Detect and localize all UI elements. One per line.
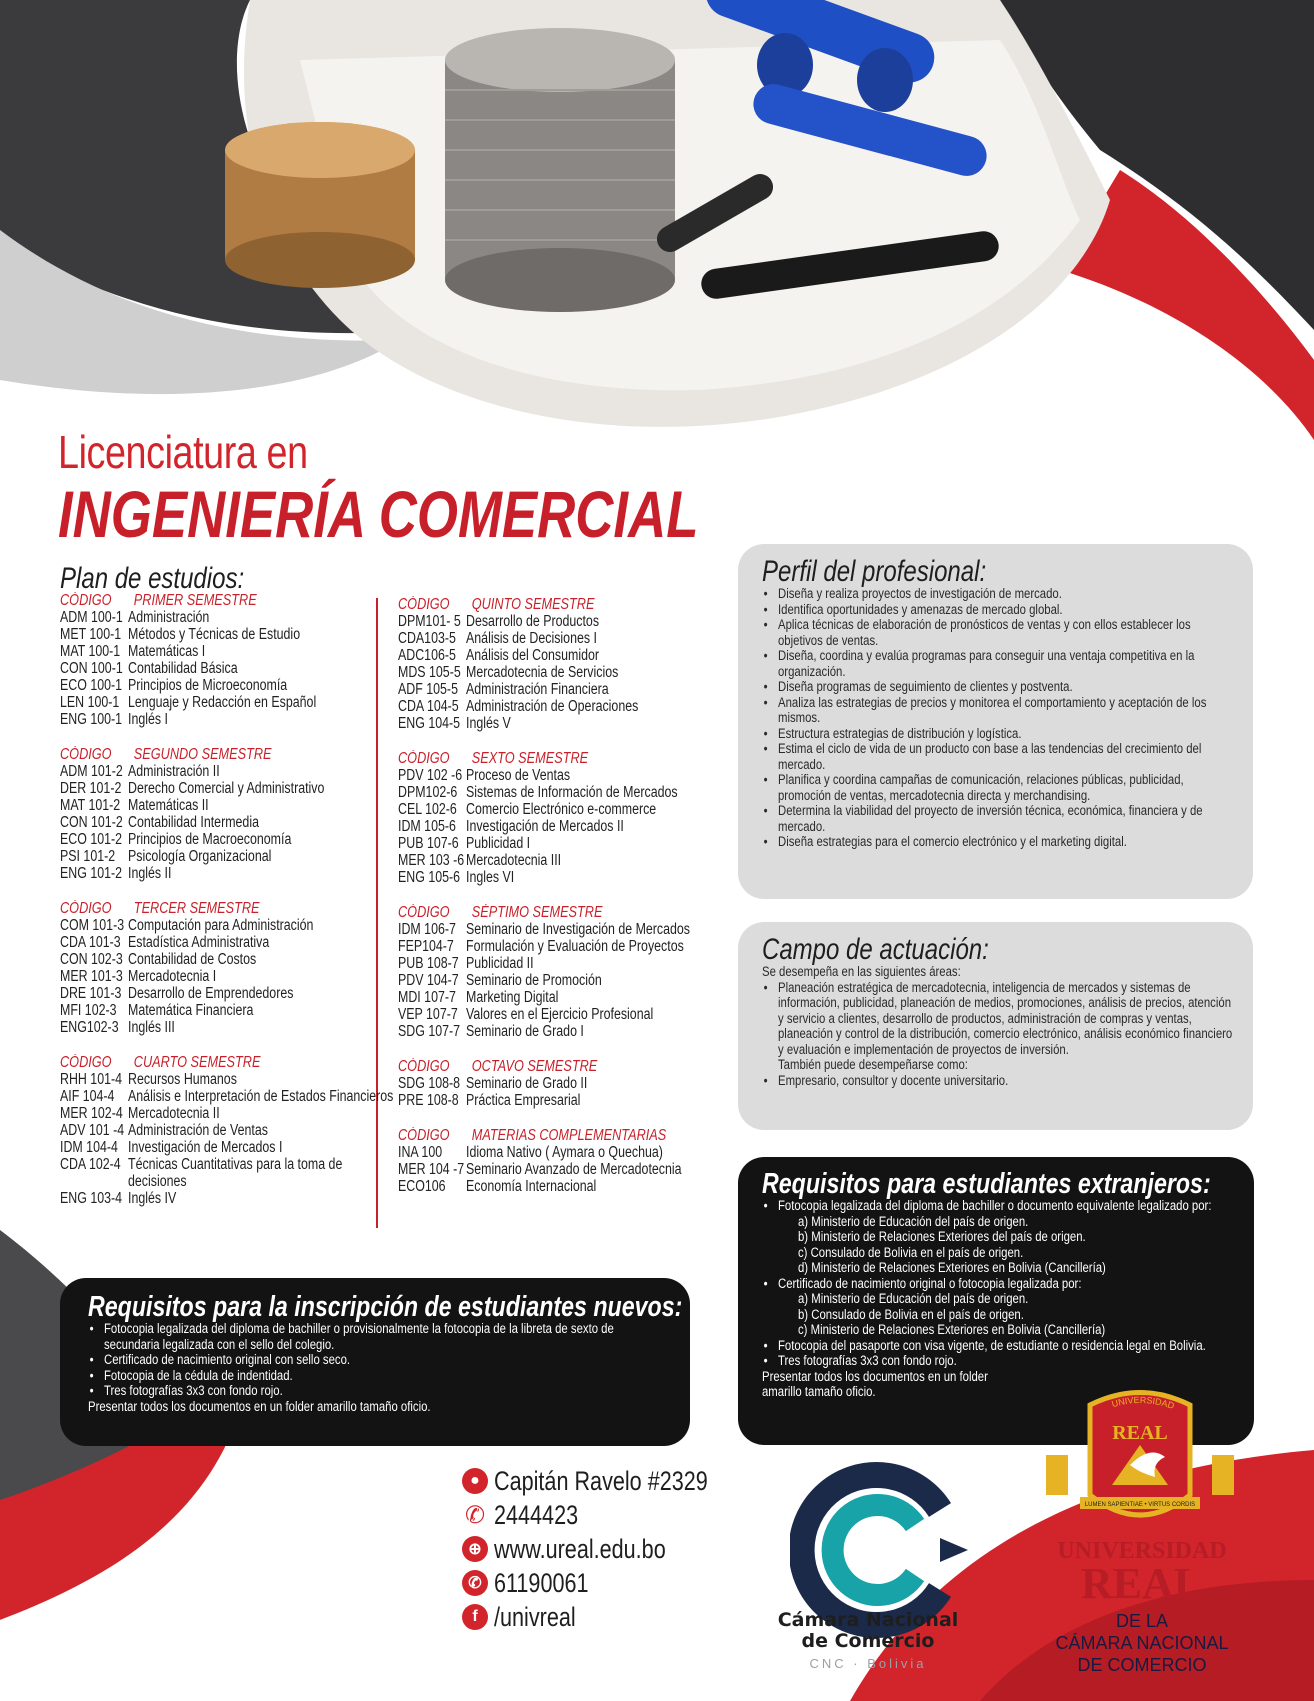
semester-name: OCTAVO SEMESTRE <box>471 1058 598 1075</box>
course-code: ECO 101-2 <box>60 831 123 848</box>
course-name: Matemáticas II <box>128 797 209 814</box>
course-code: ADM 101-2 <box>60 763 123 780</box>
semester-name: SEGUNDO SEMESTRE <box>133 746 272 763</box>
course-code: CDA 104-5 <box>398 698 459 715</box>
course-row <box>60 626 396 643</box>
course-row <box>60 609 396 626</box>
course-code: CEL 102-6 <box>398 801 457 818</box>
course-row <box>60 865 396 882</box>
course-code: ENG 101-2 <box>60 865 123 882</box>
course-row <box>60 985 396 1002</box>
semester-header <box>60 1054 331 1071</box>
nuevos-footer: Presentar todos los documentos en un folder amarillo tamaño oficio. <box>88 1398 431 1415</box>
course-name: Economía Internacional <box>466 1178 597 1195</box>
course-code: LEN 100-1 <box>60 694 120 711</box>
course-name: Mercadotecnia III <box>466 852 562 869</box>
course-row <box>60 797 396 814</box>
course-code: IDM 106-7 <box>398 921 456 938</box>
course-code: CDA103-5 <box>398 630 456 647</box>
course-name: Mercadotecnia I <box>128 968 217 985</box>
course-name: Seminario de Investigación de Mercados <box>466 921 691 938</box>
course-code: ECO 100-1 <box>60 677 123 694</box>
semester-header <box>60 900 331 917</box>
course-code: DPM101- 5 <box>398 613 461 630</box>
course-row <box>60 1002 396 1019</box>
semester-block <box>60 592 390 728</box>
course-name: Práctica Empresarial <box>466 1092 581 1109</box>
whatsapp-icon: ✆ <box>462 1570 488 1596</box>
course-name: Métodos y Técnicas de Estudio <box>128 626 301 643</box>
course-row <box>398 698 734 715</box>
course-code: DER 101-2 <box>60 780 122 797</box>
course-row <box>60 917 396 934</box>
code-column-label: CÓDIGO <box>398 750 450 767</box>
perfil-item: • Estructura estrategias de distribución y logística. <box>762 727 1234 743</box>
course-name: Derecho Comercial y Administrativo <box>128 780 325 797</box>
semester-header <box>398 1058 669 1075</box>
semester-header <box>398 1127 669 1144</box>
course-code: MDI 107-7 <box>398 989 456 1006</box>
ureal-name-1: UNIVERSIDAD <box>1057 1538 1227 1564</box>
course-code: CON 101-2 <box>60 814 123 831</box>
course-name: Investigación de Mercados I <box>128 1139 283 1156</box>
course-name: Inglés II <box>128 865 172 882</box>
course-row <box>60 1088 396 1105</box>
nuevos-list <box>88 1322 662 1400</box>
course-code: AIF 104-4 <box>60 1088 115 1105</box>
course-code: PSI 101-2 <box>60 848 116 865</box>
course-row <box>398 1161 734 1178</box>
course-name: Administración <box>128 609 210 626</box>
semester-block <box>398 1058 728 1109</box>
code-column-label: CÓDIGO <box>398 904 450 921</box>
course-name: Inglés III <box>128 1019 175 1036</box>
course-row <box>60 711 396 728</box>
phone-icon: ✆ <box>464 1501 486 1529</box>
course-code: SDG 108-8 <box>398 1075 461 1092</box>
course-code: PRE 108-8 <box>398 1092 459 1109</box>
code-column-label: CÓDIGO <box>398 596 450 613</box>
globe-icon: ⊕ <box>462 1536 488 1562</box>
svg-text:LUMEN SAPIENTIAE • VIRTUS CORD: LUMEN SAPIENTIAE • VIRTUS CORDIS <box>1084 1502 1196 1508</box>
location-pin-icon: ● <box>462 1468 488 1494</box>
campo-box <box>738 922 1253 1130</box>
course-name: Principios de Microeconomía <box>128 677 288 694</box>
course-row <box>398 647 734 664</box>
ext-subitem: d) Ministerio de Relaciones Exteriores en Bolivia (Cancillería) <box>798 1260 1106 1276</box>
ext-subitem: c) Consulado de Bolivia en el país de origen. <box>798 1244 1024 1261</box>
course-row <box>398 921 734 938</box>
course-code: MER 104 -7 <box>398 1161 465 1178</box>
course-code: FEP104-7 <box>398 938 454 955</box>
code-column-label: CÓDIGO <box>398 1058 450 1075</box>
course-row <box>60 1156 396 1190</box>
perfil-item: • Planifica y coordina campañas de comunicación, relaciones públicas, publicidad, promoción de ventas, mercadotecnia directa y merchandising. <box>762 773 1234 804</box>
perfil-item: • Identifica oportunidades y amenazas de mercado global. <box>762 603 1234 619</box>
perfil-box <box>738 544 1253 899</box>
code-column-label: CÓDIGO <box>60 746 112 763</box>
facebook-icon: f <box>462 1604 488 1630</box>
course-name: Ingles VI <box>466 869 515 886</box>
course-code: PUB 107-6 <box>398 835 459 852</box>
code-column-label: CÓDIGO <box>60 900 112 917</box>
course-code: ENG 104-5 <box>398 715 461 732</box>
contact-whatsapp[interactable]: ✆ 61190061 <box>462 1566 761 1600</box>
course-row <box>398 664 734 681</box>
ext-item: • Tres fotografías 3x3 con fondo rojo. <box>762 1354 1234 1370</box>
course-code: MET 100-1 <box>60 626 122 643</box>
plan-column-2 <box>398 596 728 1213</box>
extranjeros-list <box>762 1199 1230 1401</box>
ureal-name-2: REAL <box>1080 1559 1204 1608</box>
extranjeros-heading: Requisitos para estudiantes extranjeros: <box>762 1168 1211 1200</box>
course-row <box>398 955 734 972</box>
plan-heading: Plan de estudios: <box>60 562 245 595</box>
course-code: ENG102-3 <box>60 1019 119 1036</box>
course-name: Seminario de Promoción <box>466 972 602 989</box>
course-row <box>60 763 396 780</box>
contact-facebook[interactable]: f /univreal <box>462 1600 761 1634</box>
course-row <box>60 934 396 951</box>
nuevos-item: • Certificado de nacimiento original con sello seco. <box>88 1353 648 1369</box>
course-name: Principios de Macroeconomía <box>128 831 292 848</box>
course-row <box>398 1144 734 1161</box>
perfil-item: • Diseña estrategias para el comercio electrónico y el marketing digital. <box>762 835 1234 851</box>
course-row <box>398 938 734 955</box>
contact-phone[interactable]: ✆ 2444423 <box>462 1498 761 1532</box>
ext-subitem: b) Consulado de Bolivia en el país de origen. <box>798 1306 1024 1323</box>
course-code: ENG 105-6 <box>398 869 461 886</box>
course-row <box>398 835 734 852</box>
cnc-subtitle: CNC · Bolivia <box>809 1656 927 1671</box>
course-code: IDM 104-4 <box>60 1139 118 1156</box>
course-row <box>60 1071 396 1088</box>
ext-footer: Presentar todos los documentos en un folder <box>762 1368 988 1385</box>
ext-footer: amarillo tamaño oficio. <box>762 1384 876 1400</box>
course-code: INA 100 <box>398 1144 443 1161</box>
course-row <box>60 1122 396 1139</box>
course-row <box>60 694 396 711</box>
course-code: IDM 105-6 <box>398 818 456 835</box>
course-row <box>398 1092 734 1109</box>
course-name: Matemática Financiera <box>128 1002 254 1019</box>
course-code: DPM102-6 <box>398 784 458 801</box>
course-name: Comercio Electrónico e-commerce <box>466 801 657 818</box>
course-name: Análisis del Consumidor <box>466 647 600 664</box>
course-row <box>60 643 396 660</box>
code-column-label: CÓDIGO <box>60 592 112 609</box>
nuevos-heading: Requisitos para la inscripción de estudiantes nuevos: <box>88 1291 683 1323</box>
semester-header <box>60 746 331 763</box>
course-code: ECO106 <box>398 1178 446 1195</box>
perfil-item: • Determina la viabilidad del proyecto de inversión técnica, económica, financiera y de mercado. <box>762 804 1234 835</box>
ext-item: • Certificado de nacimiento original o fotocopia legalizada por: <box>762 1277 1234 1293</box>
course-name: Mercadotecnia de Servicios <box>466 664 619 681</box>
course-code: CON 102-3 <box>60 951 123 968</box>
course-row <box>398 801 734 818</box>
course-code: ADC106-5 <box>398 647 456 664</box>
contact-list <box>462 1464 761 1634</box>
perfil-item: • Aplica técnicas de elaboración de pronósticos de ventas y con ellos establecer los objetivos de ventas. <box>762 618 1234 649</box>
course-row <box>60 1019 396 1036</box>
code-column-label: CÓDIGO <box>398 1127 450 1144</box>
course-name: Desarrollo de Emprendedores <box>128 985 294 1002</box>
perfil-item: • Estima el ciclo de vida de un producto con base a las tendencias del crecimiento del mercado. <box>762 742 1234 773</box>
semester-header <box>398 750 669 767</box>
course-name: Administración de Ventas <box>128 1122 268 1139</box>
course-code: ADF 105-5 <box>398 681 458 698</box>
perfil-item: • Diseña, coordina y evalúa programas para conseguir una ventaja competitiva en la organización. <box>762 649 1234 680</box>
coin-stack-left <box>225 122 415 288</box>
course-name: Computación para Administración <box>128 917 314 934</box>
course-name: Mercadotecnia II <box>128 1105 220 1122</box>
title-program: INGENIERÍA COMERCIAL <box>58 477 699 551</box>
semester-header <box>398 904 669 921</box>
course-code: MER 101-3 <box>60 968 123 985</box>
ureal-name-3: DE LA CÁMARA NACIONAL DE COMERCIO <box>1055 1611 1229 1675</box>
course-code: MDS 105-5 <box>398 664 461 681</box>
course-code: CDA 101-3 <box>60 934 121 951</box>
course-code: PUB 108-7 <box>398 955 459 972</box>
semester-name: MATERIAS COMPLEMENTARIAS <box>471 1127 667 1144</box>
course-name: Investigación de Mercados II <box>466 818 624 835</box>
ext-subitem: a) Ministerio de Educación del país de origen. <box>798 1291 1029 1307</box>
course-name: Contabilidad Básica <box>128 660 238 677</box>
course-name: Técnicas Cuantitativas para la toma de decisiones <box>128 1156 343 1190</box>
semester-name: SÉPTIMO SEMESTRE <box>471 904 603 921</box>
course-name: Lenguaje y Redacción en Español <box>128 694 317 711</box>
course-row <box>60 814 396 831</box>
course-code: MAT 101-2 <box>60 797 121 814</box>
contact-address: ● Capitán Ravelo #2329 <box>462 1464 761 1498</box>
nuevos-item: • Fotocopia legalizada del diploma de bachiller o provisionalmente la fotocopia de la libreta de sexto de secundaria legalizada con el sello del colegio. <box>88 1322 648 1353</box>
course-row <box>398 818 734 835</box>
course-name: Análisis e Interpretación de Estados Financieros <box>128 1088 394 1105</box>
semester-name: TERCER SEMESTRE <box>133 900 260 917</box>
course-row <box>398 869 734 886</box>
course-row <box>398 989 734 1006</box>
course-name: Administración II <box>128 763 220 780</box>
campo-also: También puede desempeñarse como: <box>778 1057 968 1073</box>
course-code: MER 102-4 <box>60 1105 123 1122</box>
campo-heading: Campo de actuación: <box>762 933 989 966</box>
course-name: Análisis de Decisiones I <box>466 630 597 647</box>
course-row <box>398 681 734 698</box>
course-code: MER 103 -6 <box>398 852 465 869</box>
cnc-name: Cámara Nacional de Comercio <box>777 1609 959 1652</box>
semester-block <box>60 1054 394 1207</box>
course-code: PDV 102 -6 <box>398 767 463 784</box>
course-row <box>398 852 734 869</box>
perfil-list <box>762 587 1229 851</box>
course-row <box>60 780 396 797</box>
course-name: Psicología Organizacional <box>128 848 272 865</box>
coin-stack-center <box>445 28 675 312</box>
semester-name: QUINTO SEMESTRE <box>471 596 595 613</box>
ext-subitem: a) Ministerio de Educación del país de origen. <box>798 1213 1029 1230</box>
semester-block <box>398 904 728 1040</box>
perfil-item: • Diseña programas de seguimiento de clientes y postventa. <box>762 680 1234 696</box>
course-row <box>60 1190 396 1207</box>
course-code: PDV 104-7 <box>398 972 459 989</box>
course-row <box>398 767 734 784</box>
plan-column-1 <box>60 592 394 1225</box>
course-name: Seminario de Grado I <box>466 1023 584 1040</box>
course-name: Seminario de Grado II <box>466 1075 588 1092</box>
course-row <box>60 1105 396 1122</box>
course-code: COM 101-3 <box>60 917 125 934</box>
nuevos-box <box>60 1278 690 1446</box>
course-name: Administración de Operaciones <box>466 698 639 715</box>
course-row <box>398 613 734 630</box>
course-code: RHH 101-4 <box>60 1071 123 1088</box>
campo-item: • Planeación estratégica de mercadotecnia, inteligencia de mercados y sistemas de información, publicidad, planeación de medios, promociones, análisis de precios, atención y servicio a clientes, desarrollo de productos, administración de compras y ventas, planeación y control de la distribución, comercio electrónico, análisis económico financiero y evaluación e implementación de proyectos de inversión. <box>762 981 1234 1059</box>
course-code: SDG 107-7 <box>398 1023 461 1040</box>
course-row <box>60 831 396 848</box>
course-name: Administración Financiera <box>466 681 609 698</box>
semester-header <box>398 596 669 613</box>
nuevos-item: • Tres fotografías 3x3 con fondo rojo. <box>88 1384 648 1400</box>
course-row <box>398 1178 734 1195</box>
ext-subitem: b) Ministerio de Relaciones Exteriores del país de origen. <box>798 1229 1086 1245</box>
course-name: Sistemas de Información de Mercados <box>466 784 678 801</box>
course-code: VEP 107-7 <box>398 1006 458 1023</box>
campo-intro: Se desempeña en las siguientes áreas: <box>762 964 961 980</box>
course-name: Matemáticas I <box>128 643 206 660</box>
course-row <box>60 1139 396 1156</box>
course-name: Inglés IV <box>128 1190 177 1207</box>
course-row <box>398 972 734 989</box>
perfil-item: • Analiza las estrategias de precios y monitorea el comportamiento y aceptación de los mismos. <box>762 696 1234 727</box>
course-code: ENG 103-4 <box>60 1190 123 1207</box>
ext-item: • Fotocopia del pasaporte con visa vigente, de estudiante o residencia legal en Bolivia. <box>762 1339 1234 1355</box>
course-name: Formulación y Evaluación de Proyectos <box>466 938 684 955</box>
course-name: Proceso de Ventas <box>466 767 571 784</box>
course-name: Contabilidad de Costos <box>128 951 257 968</box>
course-code: ENG 100-1 <box>60 711 123 728</box>
course-name: Idioma Nativo ( Aymara o Quechua) <box>466 1144 663 1161</box>
course-name: Estadística Administrativa <box>128 934 270 951</box>
campo-list <box>762 964 1233 1089</box>
course-name: Publicidad II <box>466 955 534 972</box>
course-row <box>398 630 734 647</box>
course-row <box>398 784 734 801</box>
course-row <box>398 1006 734 1023</box>
campo-item: • Empresario, consultor y docente universitario. <box>762 1074 1234 1090</box>
course-code: MAT 100-1 <box>60 643 121 660</box>
semester-name: SEXTO SEMESTRE <box>471 750 589 767</box>
course-name: Recursos Humanos <box>128 1071 237 1088</box>
course-name: Inglés I <box>128 711 168 728</box>
course-name: Seminario Avanzado de Mercadotecnia <box>466 1161 682 1178</box>
course-row <box>398 1075 734 1092</box>
universidad-real-crest <box>1040 1385 1240 1545</box>
course-row <box>398 1023 734 1040</box>
semester-name: CUARTO SEMESTRE <box>133 1054 261 1071</box>
course-row <box>60 848 396 865</box>
semester-block <box>398 1127 728 1195</box>
course-code: DRE 101-3 <box>60 985 122 1002</box>
semester-block <box>398 750 728 886</box>
course-row <box>60 660 396 677</box>
contact-web[interactable]: ⊕ www.ureal.edu.bo <box>462 1532 761 1566</box>
course-row <box>398 715 734 732</box>
course-code: MFI 102-3 <box>60 1002 117 1019</box>
semester-block <box>398 596 728 732</box>
title-prefix: Licenciatura en <box>58 426 308 478</box>
course-name: Contabilidad Intermedia <box>128 814 259 831</box>
course-row <box>60 951 396 968</box>
course-code: CDA 102-4 <box>60 1156 121 1173</box>
course-code: ADM 100-1 <box>60 609 123 626</box>
semester-block <box>60 746 390 882</box>
course-name: Desarrollo de Productos <box>466 613 600 630</box>
course-code: CON 100-1 <box>60 660 123 677</box>
course-row <box>60 677 396 694</box>
svg-text:REAL: REAL <box>1112 1422 1168 1444</box>
semester-header <box>60 592 331 609</box>
code-column-label: CÓDIGO <box>60 1054 112 1071</box>
ext-item: • Fotocopia legalizada del diploma de bachiller o documento equivalente legalizado por: <box>762 1199 1234 1215</box>
course-row <box>60 968 396 985</box>
perfil-heading: Perfil del profesional: <box>762 555 987 588</box>
ext-subitem: c) Ministerio de Relaciones Exteriores en Bolivia (Cancillería) <box>798 1322 1106 1338</box>
course-name: Publicidad I <box>466 835 531 852</box>
course-name: Inglés V <box>466 715 511 732</box>
svg-text:UNIVERSIDAD: UNIVERSIDAD <box>1110 1394 1176 1412</box>
semester-block <box>60 900 390 1036</box>
course-name: Valores en el Ejercicio Profesional <box>466 1006 654 1023</box>
semester-name: PRIMER SEMESTRE <box>133 592 257 609</box>
course-name: Marketing Digital <box>466 989 559 1006</box>
course-code: ADV 101 -4 <box>60 1122 125 1139</box>
perfil-item: • Diseña y realiza proyectos de investigación de mercado. <box>762 587 1234 603</box>
nuevos-item: • Fotocopia de la cédula de indentidad. <box>88 1369 648 1385</box>
